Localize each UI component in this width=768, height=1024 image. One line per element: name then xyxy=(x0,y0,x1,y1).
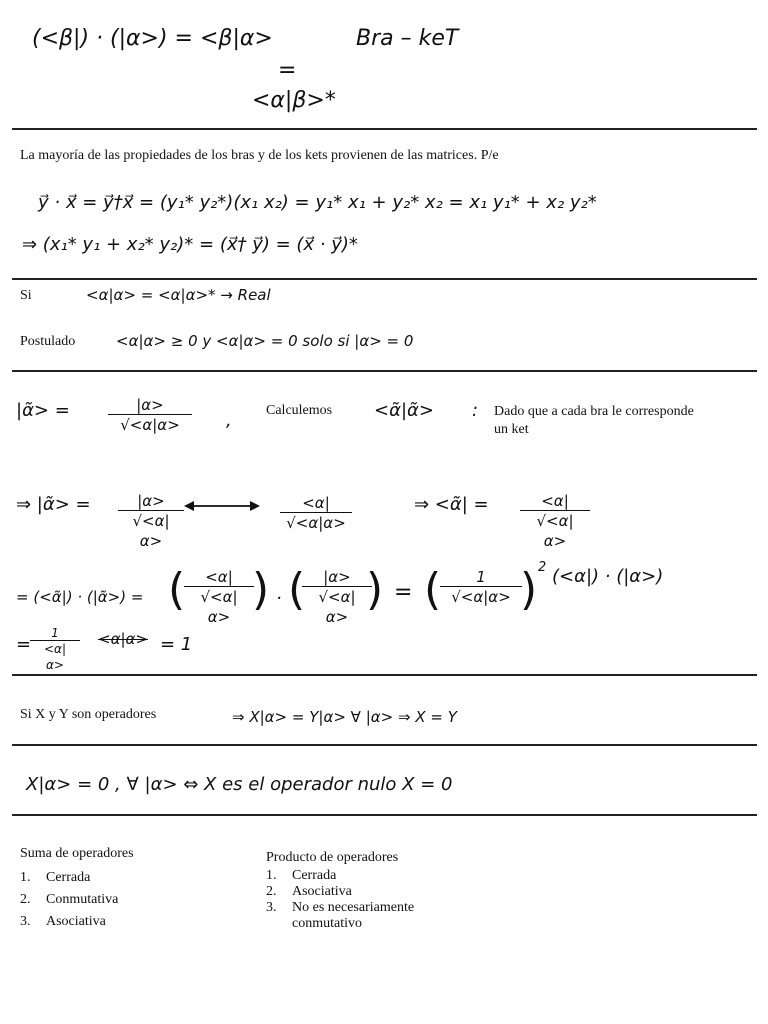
open-paren: ( xyxy=(288,564,306,615)
ket-fraction xyxy=(302,568,372,627)
conjugate-product-expression: ⇒ (x₁* y₁ + x₂* y₂)* = (x⃗† y⃗) = (x⃗ · y⃗)* xyxy=(22,234,358,255)
divider xyxy=(12,370,757,372)
operator-equality-expression: ⇒ X|α> = Y|α> ∀ |α> ⇒ X = Y xyxy=(232,708,457,726)
list-item: 1. Cerrada xyxy=(266,868,337,883)
exponent: 2 xyxy=(538,560,547,575)
divider xyxy=(12,674,757,676)
normalized-ket-fraction xyxy=(108,396,192,435)
list-item: 2. Conmutativa xyxy=(20,892,119,907)
cancelled-bracket: <α|α> xyxy=(98,630,148,648)
fraction-denominator: <α|α> xyxy=(30,640,80,673)
divider xyxy=(12,128,757,130)
sum-properties-list xyxy=(20,870,118,930)
inverse-fraction xyxy=(440,568,522,607)
divider xyxy=(12,278,757,280)
list-item: 2. Asociativa xyxy=(266,884,352,899)
equals-sign: = xyxy=(16,634,32,655)
bracket-product-lhs: = (<α̃|) · (|α̃>) = xyxy=(16,588,144,606)
bracket-product-tail: (<α|) · (|α>) xyxy=(552,566,664,587)
bra-fraction xyxy=(184,568,254,627)
fraction-numerator: <α| xyxy=(302,494,330,512)
result-value: = 1 xyxy=(160,634,193,655)
fraction-denominator: √<α|α> xyxy=(280,512,352,533)
ket-fraction xyxy=(118,492,184,551)
normalized-bra-fraction xyxy=(520,492,590,551)
bra-ket-label: Bra – keT xyxy=(356,26,459,51)
open-paren: ( xyxy=(168,564,186,615)
divider xyxy=(12,744,757,746)
divider xyxy=(12,814,757,816)
open-paren: ( xyxy=(424,564,442,615)
equals-sign: = xyxy=(278,58,297,83)
equals-sign: = xyxy=(394,580,413,605)
fraction-numerator: <α| xyxy=(541,492,569,510)
fraction-numerator: |α> xyxy=(323,568,351,586)
fraction-denominator: √<α|α> xyxy=(118,510,184,551)
real-condition-expression: <α|α> = <α|α>* → Real xyxy=(86,286,271,304)
dot-operator: · xyxy=(276,588,282,609)
normalized-ket-lhs: |α̃> = xyxy=(16,400,70,421)
colon: : xyxy=(472,400,479,421)
result-fraction xyxy=(30,626,80,673)
normalized-ket-implication: ⇒ |α̃> = xyxy=(16,494,91,515)
fraction-numerator: |α> xyxy=(136,396,164,414)
product-properties-list xyxy=(266,868,414,932)
normalized-bra-implication: ⇒ <α̃| = xyxy=(414,494,489,515)
close-paren: ) xyxy=(520,564,538,615)
fraction-numerator: <α| xyxy=(205,568,233,586)
bra-fraction xyxy=(280,494,352,533)
calculemos-label: Calculemos xyxy=(266,403,333,418)
close-paren: ) xyxy=(252,564,270,615)
fraction-denominator: √<α|α> xyxy=(302,586,372,627)
list-item: 1. Cerrada xyxy=(20,870,91,885)
list-item: 3. No es necesariamente xyxy=(266,900,415,915)
conjugate-expression: <α|β>* xyxy=(252,88,336,113)
fraction-denominator: √<α|α> xyxy=(108,414,192,435)
fraction-numerator: |α> xyxy=(137,492,165,510)
fraction-denominator: √<α|α> xyxy=(520,510,590,551)
fraction-numerator: 1 xyxy=(51,626,59,640)
comma: , xyxy=(226,410,232,431)
matrices-intro-text: La mayoría de las propiedades de los bras y de los kets provienen de las matrices. P/e xyxy=(20,148,499,163)
si-label: Si xyxy=(20,288,32,303)
vector-product-expression: y⃗ · x⃗ = y⃗†x⃗ = (y₁* y₂*)(x₁ x₂) = y₁* x₁ + y₂* x₂ = x₁ y₁* + x₂ y₂* xyxy=(38,192,597,213)
close-paren: ) xyxy=(366,564,384,615)
operators-condition-text: Si X y Y son operadores xyxy=(20,707,157,722)
list-item-continuation: conmutativo xyxy=(292,916,362,931)
null-operator-expression: X|α> = 0 , ∀ |α> ⇔ X es el operador nulo X = 0 xyxy=(26,774,453,795)
double-arrow-icon xyxy=(184,498,260,514)
postulate-expression: <α|α> ≥ 0 y <α|α> = 0 solo si |α> = 0 xyxy=(116,332,414,350)
fraction-denominator: √<α|α> xyxy=(184,586,254,627)
fraction-denominator: √<α|α> xyxy=(440,586,522,607)
normalized-bracket: <α̃|α̃> xyxy=(374,400,434,421)
product-operators-title: Producto de operadores xyxy=(266,850,399,865)
bra-ket-note-cont: un ket xyxy=(494,422,529,437)
bracket-product-expression: (<β|) · (|α>) = <β|α> xyxy=(32,26,273,51)
fraction-numerator: 1 xyxy=(476,568,486,586)
sum-operators-title: Suma de operadores xyxy=(20,846,134,861)
postulado-label: Postulado xyxy=(20,334,76,349)
list-item: 3. Asociativa xyxy=(20,914,106,929)
bra-ket-note: Dado que a cada bra le corresponde xyxy=(494,404,694,419)
